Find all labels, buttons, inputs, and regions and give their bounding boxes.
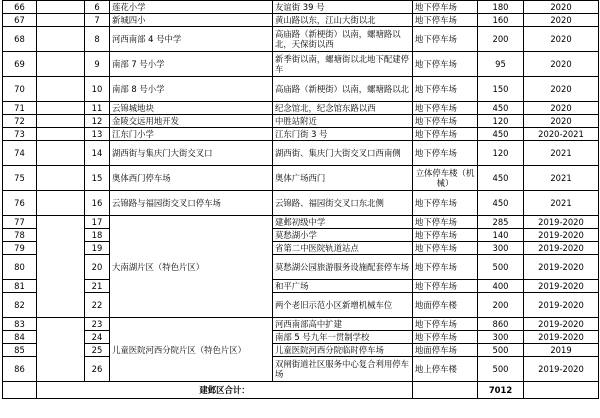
facility-type: 地面停车楼: [413, 293, 478, 318]
table-row: [3, 357, 599, 382]
year: 2020: [524, 102, 599, 115]
row-number: 16: [85, 191, 110, 216]
table-row: [3, 52, 599, 77]
table-row: [3, 128, 599, 141]
facility-type: 地下停车场: [413, 128, 478, 141]
project-location: 建邺初级中学: [273, 216, 413, 229]
blank-cell: [37, 216, 85, 318]
project-name: 莲花小学: [110, 1, 273, 14]
row-index: 72: [3, 115, 37, 128]
project-location: 儿童医院河西分院临时停车场: [273, 344, 413, 357]
table-row: [3, 115, 599, 128]
project-location: 中胜站附近: [273, 115, 413, 128]
row-number: 11: [85, 102, 110, 115]
project-name: 云锦城地块: [110, 102, 273, 115]
facility-type: 地下停车场: [413, 1, 478, 14]
facility-type: 地下停车场: [413, 27, 478, 52]
blank-cell: [37, 77, 85, 102]
year: 2019-2020: [524, 216, 599, 229]
table-row: [3, 14, 599, 27]
project-location: 高庙路（新梗街）以南，螺塘路以北，天保街以西: [273, 27, 413, 52]
table-row: [3, 1, 599, 14]
year: 2019-2020: [524, 318, 599, 331]
total-label: 建邺区合计：: [37, 382, 413, 399]
capacity: 95: [478, 52, 524, 77]
row-number: 14: [85, 141, 110, 166]
project-name: 奥体西门停车场: [110, 166, 273, 191]
table-row: [3, 216, 599, 229]
project-name: 河西南部 4 号中学: [110, 27, 273, 52]
total-row: [3, 382, 599, 399]
year: 2020: [524, 115, 599, 128]
table-row: [3, 293, 599, 318]
row-index: 78: [3, 229, 37, 242]
table-row: [3, 344, 599, 357]
project-location: 省第二中医院轨道站点: [273, 242, 413, 255]
capacity: 500: [478, 357, 524, 382]
year: 2020: [524, 52, 599, 77]
year: 2021: [524, 166, 599, 191]
row-index: 67: [3, 14, 37, 27]
project-location: 双闸街道社区服务中心复合利用停车场: [273, 357, 413, 382]
facility-type: 地下停车场: [413, 77, 478, 102]
blank-cell: [37, 14, 85, 27]
capacity: 150: [478, 77, 524, 102]
table-row: [3, 229, 599, 242]
blank-cell: [37, 141, 85, 166]
project-location: 高庙路（新梗街）以南，螺塘路以北: [273, 77, 413, 102]
row-number: 18: [85, 229, 110, 242]
year: 2021: [524, 141, 599, 166]
row-index: 85: [3, 344, 37, 357]
blank-cell: [3, 382, 37, 399]
facility-type: 地下停车场: [413, 102, 478, 115]
row-number: 23: [85, 318, 110, 331]
project-name: 云锦路与福园街交叉口停车场: [110, 191, 273, 216]
row-number: 13: [85, 128, 110, 141]
facility-type: 地下停车场: [413, 331, 478, 344]
capacity: 450: [478, 128, 524, 141]
row-number: 6: [85, 1, 110, 14]
row-index: 83: [3, 318, 37, 331]
facility-type: 地面停车场: [413, 344, 478, 357]
facility-type: 地下停车场: [413, 242, 478, 255]
blank-cell: [37, 191, 85, 216]
project-location: 黄山路以东，江山大街以北: [273, 14, 413, 27]
facility-type: 地下停车场: [413, 255, 478, 280]
facility-type: 地下停车场: [413, 141, 478, 166]
year: 2019-2020: [524, 229, 599, 242]
table-row: [3, 166, 599, 191]
row-index: 79: [3, 242, 37, 255]
project-location: 南部 5 号九年一贯制学校: [273, 331, 413, 344]
row-index: 86: [3, 357, 37, 382]
table-row: [3, 255, 599, 280]
row-index: 81: [3, 280, 37, 293]
blank-cell: [37, 27, 85, 52]
blank-cell: [37, 128, 85, 141]
year: 2019-2020: [524, 331, 599, 344]
capacity: 200: [478, 293, 524, 318]
group-name-ertong: 儿童医院河西分院片区（特色片区）: [110, 318, 273, 382]
blank-cell: [37, 102, 85, 115]
capacity: 500: [478, 255, 524, 280]
project-location: 奥体广场西门: [273, 166, 413, 191]
facility-type: 地下停车场: [413, 115, 478, 128]
parking-project-table: [2, 0, 599, 399]
table-row: [3, 141, 599, 166]
row-number: 19: [85, 242, 110, 255]
blank-cell: [37, 318, 85, 382]
table-row: [3, 102, 599, 115]
facility-type: 地下停车场: [413, 191, 478, 216]
year: 2021: [524, 191, 599, 216]
project-location: 两个老旧示范小区新增机械车位: [273, 293, 413, 318]
capacity: 120: [478, 141, 524, 166]
project-location: 纪念馆北，纪念馆东路以西: [273, 102, 413, 115]
row-number: 12: [85, 115, 110, 128]
facility-type: 地下停车场: [413, 280, 478, 293]
facility-type: 地下停车场: [413, 229, 478, 242]
total-value: 7012: [478, 382, 524, 399]
row-index: 84: [3, 331, 37, 344]
row-number: 22: [85, 293, 110, 318]
year: 2019: [524, 344, 599, 357]
capacity: 160: [478, 14, 524, 27]
capacity: 285: [478, 216, 524, 229]
row-number: 8: [85, 27, 110, 52]
project-location: 新季街以南，螺塘街以北地下配建停车: [273, 52, 413, 77]
facility-type: 地上停车楼: [413, 357, 478, 382]
project-location: 云锦路、福园街交叉口东北侧: [273, 191, 413, 216]
facility-type: 地下停车场: [413, 14, 478, 27]
year: 2019-2020: [524, 280, 599, 293]
table-row: [3, 242, 599, 255]
capacity: 300: [478, 331, 524, 344]
facility-type: 地下停车场: [413, 216, 478, 229]
year: 2019-2020: [524, 242, 599, 255]
blank-cell: [413, 382, 478, 399]
project-location: 湖西街、集庆门大街交叉口西南侧: [273, 141, 413, 166]
project-location: 河西南部高中扩建: [273, 318, 413, 331]
capacity: 450: [478, 102, 524, 115]
year: 2020: [524, 14, 599, 27]
row-index: 77: [3, 216, 37, 229]
row-number: 26: [85, 357, 110, 382]
row-number: 21: [85, 280, 110, 293]
capacity: 500: [478, 344, 524, 357]
table-row: [3, 331, 599, 344]
project-name: 金陵交远用地开发: [110, 115, 273, 128]
year: 2019-2020: [524, 293, 599, 318]
row-index: 71: [3, 102, 37, 115]
row-index: 74: [3, 141, 37, 166]
facility-type: 地下停车场: [413, 52, 478, 77]
capacity: 200: [478, 27, 524, 52]
row-number: 20: [85, 255, 110, 280]
capacity: 180: [478, 1, 524, 14]
row-index: 82: [3, 293, 37, 318]
row-index: 69: [3, 52, 37, 77]
group-name-dananhu: 大南湖片区（特色片区）: [110, 216, 273, 318]
row-number: 24: [85, 331, 110, 344]
row-index: 68: [3, 27, 37, 52]
project-location: 莫愁湖小学: [273, 229, 413, 242]
project-name: 湖西街与集庆门大街交叉口: [110, 141, 273, 166]
project-name: 新城四小: [110, 14, 273, 27]
blank-cell: [37, 52, 85, 77]
row-index: 76: [3, 191, 37, 216]
capacity: 450: [478, 191, 524, 216]
row-number: 17: [85, 216, 110, 229]
capacity: 120: [478, 115, 524, 128]
capacity: 300: [478, 242, 524, 255]
year: 2020: [524, 27, 599, 52]
row-index: 73: [3, 128, 37, 141]
blank-cell: [37, 1, 85, 14]
project-name: 南部 8 号小学: [110, 77, 273, 102]
capacity: 400: [478, 280, 524, 293]
facility-type: 地下停车场: [413, 318, 478, 331]
row-index: 75: [3, 166, 37, 191]
project-location: 江东门街 3 号: [273, 128, 413, 141]
blank-cell: [524, 382, 599, 399]
row-number: 25: [85, 344, 110, 357]
year: 2020: [524, 77, 599, 102]
table-row: [3, 318, 599, 331]
year: 2019-2020: [524, 255, 599, 280]
year: 2019-2020: [524, 357, 599, 382]
row-number: 7: [85, 14, 110, 27]
table-row: [3, 27, 599, 52]
facility-type: 立体停车楼（机械）: [413, 166, 478, 191]
table-row: [3, 191, 599, 216]
project-location: 和平广场: [273, 280, 413, 293]
capacity: 140: [478, 229, 524, 242]
project-name: 江东门小学: [110, 128, 273, 141]
year: 2020: [524, 1, 599, 14]
row-number: 9: [85, 52, 110, 77]
table-row: [3, 280, 599, 293]
row-index: 66: [3, 1, 37, 14]
row-index: 70: [3, 77, 37, 102]
blank-cell: [37, 166, 85, 191]
capacity: 860: [478, 318, 524, 331]
project-location: 友谊街 39 号: [273, 1, 413, 14]
table-row: [3, 77, 599, 102]
row-number: 15: [85, 166, 110, 191]
capacity: 450: [478, 166, 524, 191]
project-name: 南部 7 号小学: [110, 52, 273, 77]
blank-cell: [37, 115, 85, 128]
year: 2020-2021: [524, 128, 599, 141]
project-location: 莫愁湖公园旅游服务设施配套停车场: [273, 255, 413, 280]
row-index: 80: [3, 255, 37, 280]
row-number: 10: [85, 77, 110, 102]
